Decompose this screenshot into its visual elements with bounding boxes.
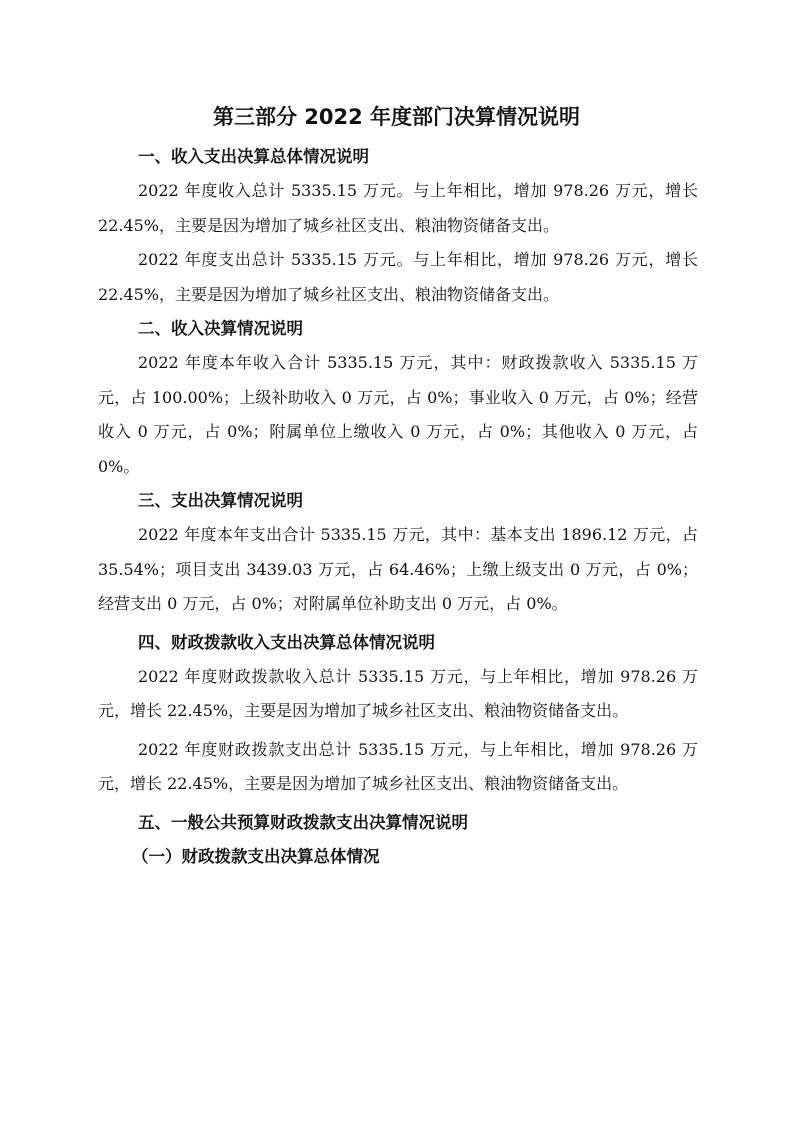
paragraph: 2022 年度支出总计 5335.15 万元。与上年相比，增加 978.26 万元，增长 22.45%，主要是因为增加了城乡社区支出、粮油物资储备支出。 [98, 250, 698, 304]
subsection-heading: （一）财政拨款支出决算总体情况 [132, 846, 380, 866]
paragraph: 2022 年度本年收入合计 5335.15 万元，其中：财政拨款收入 5335.15 万元，占 100.00%；上级补助收入 0 万元，占 0%；事业收入 0 万元，占 0%；经营收入 0 万元，占 0%；附属单位上缴收入 0 万元，占 0%；其他收入 0 万元，占 0%。 [98, 353, 698, 476]
section-income [98, 312, 698, 484]
section-heading: 一、收入支出决算总体情况说明 [138, 147, 369, 166]
paragraph: 2022 年度财政拨款支出总计 5335.15 万元，与上年相比，增加 978.26 万元，增长 22.45%，主要是因为增加了城乡社区支出、粮油物资储备支出。 [98, 739, 698, 793]
document-title: 第三部分 2022 年度部门决算情况说明 [212, 105, 581, 129]
paragraph: 2022 年度财政拨款收入总计 5335.15 万元，与上年相比，增加 978.26 万元，增长 22.45%，主要是因为增加了城乡社区支出、粮油物资储备支出。 [98, 666, 698, 720]
section-expenditure [98, 484, 698, 622]
section-heading: 三、支出决算情况说明 [138, 491, 303, 510]
paragraph: 2022 年度收入总计 5335.15 万元。与上年相比，增加 978.26 万元，增长 22.45%，主要是因为增加了城乡社区支出、粮油物资储备支出。 [98, 181, 698, 235]
section-heading: 二、收入决算情况说明 [138, 319, 303, 338]
document-body [98, 140, 698, 874]
section-heading: 五、一般公共预算财政拨款支出决算情况说明 [138, 812, 468, 832]
paragraph: 2022 年度本年支出合计 5335.15 万元，其中：基本支出 1896.12 万元，占 35.54%；项目支出 3439.03 万元，占 64.46%；上缴上级支出 0 万元，占 0%；经营支出 0 万元，占 0%；对附属单位补助支出 0 万元，占 0%。 [98, 525, 698, 613]
section-heading: 四、财政拨款收入支出决算总体情况说明 [138, 632, 435, 652]
section-fiscal-appropriation-overview [98, 626, 698, 802]
section-income-expenditure-overview [98, 140, 698, 312]
section-general-public-budget [98, 806, 698, 874]
